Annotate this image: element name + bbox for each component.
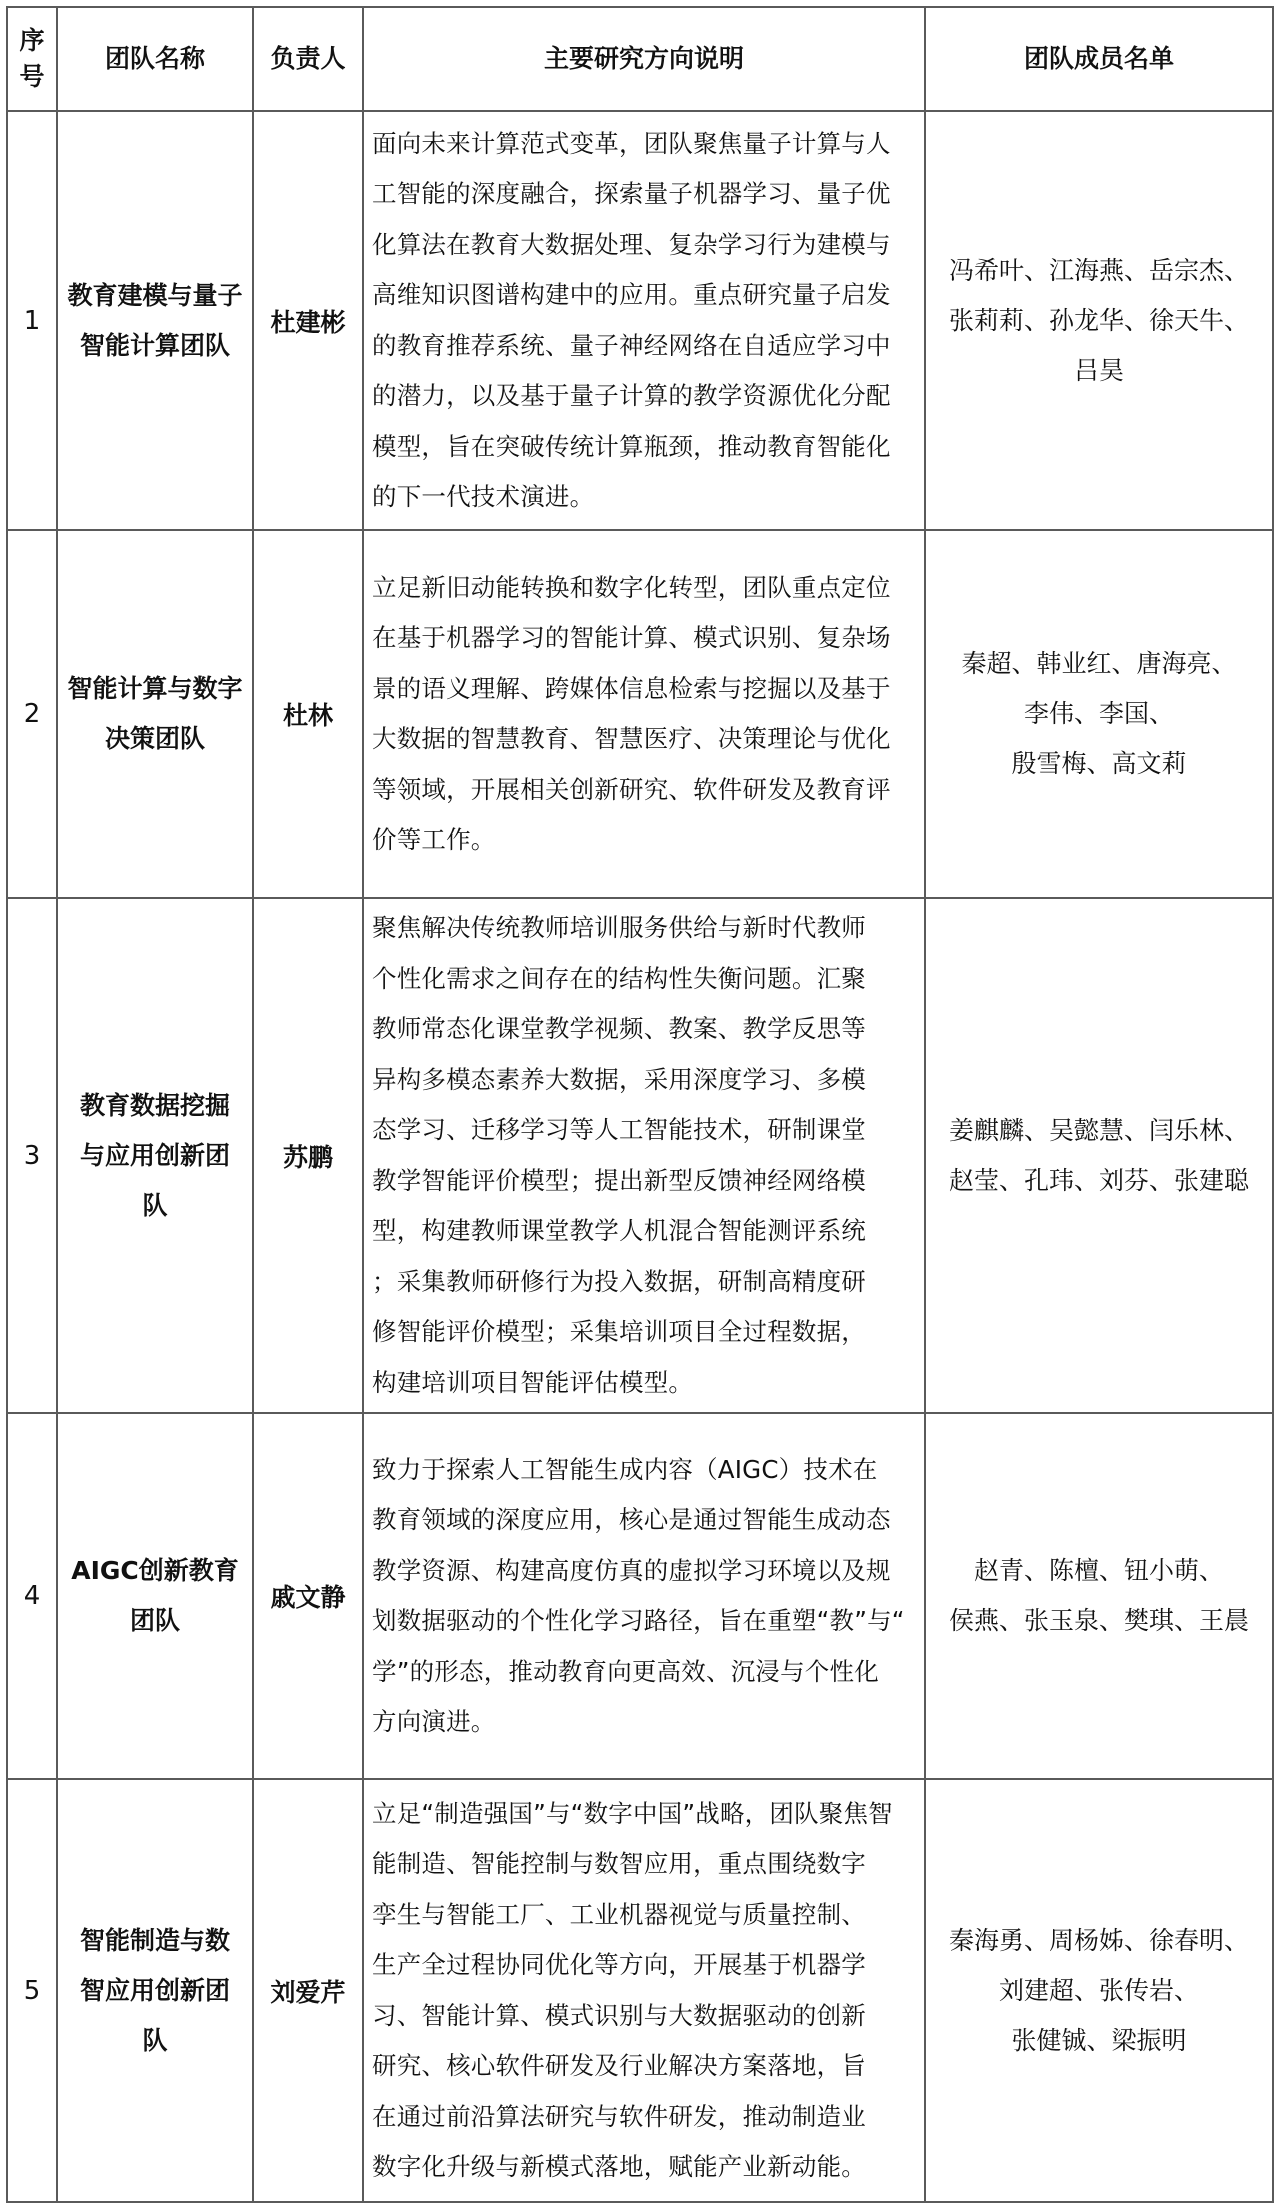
research-description-line: 在通过前沿算法研究与软件研发，推动制造业: [372, 2101, 866, 2131]
research-description-line: 的潜力，以及基于量子计算的教学资源优化分配: [372, 381, 891, 410]
members-line: 刘建超、张传岩、: [998, 1975, 1199, 2005]
members-cell: [925, 530, 1273, 898]
leader-cell: 杜林: [253, 530, 363, 898]
members-cell: [925, 898, 1273, 1413]
leader-cell: 苏鹏: [253, 898, 363, 1413]
header-research: 主要研究方向说明: [363, 7, 925, 111]
research-description-line: 面向未来计算范式变革，团队聚焦量子计算与人: [372, 128, 891, 158]
research-description-cell: [363, 1413, 925, 1779]
leader-cell: 杜建彬: [253, 111, 363, 530]
research-description-line: 在基于机器学习的智能计算、模式识别、复杂场: [372, 623, 891, 652]
research-description-line: 化算法在教育大数据处理、复杂学习行为建模与: [372, 229, 891, 259]
header-index-top: 序: [19, 26, 45, 55]
team-name-line: 与应用创新团: [79, 1140, 230, 1170]
members-cell: [925, 1413, 1273, 1779]
research-description-line: 大数据的智慧教育、智慧医疗、决策理论与优化: [372, 724, 891, 753]
research-description-line: 能制造、智能控制与数智应用，重点围绕数字: [372, 1849, 866, 1878]
table-row: [7, 530, 1273, 898]
row-index: 1: [7, 111, 57, 530]
row-index: 3: [7, 898, 57, 1413]
research-description-cell: [363, 1779, 925, 2202]
header-row: [7, 7, 1273, 111]
research-description-line: 异构多模态素养大数据，采用深度学习、多模: [372, 1064, 866, 1094]
row-index: 4: [7, 1413, 57, 1779]
table-row: [7, 1779, 1273, 2202]
team-name-line: 决策团队: [104, 724, 205, 753]
research-description-line: 的下一代技术演进。: [372, 482, 595, 511]
members-line: 李伟、李国、: [1023, 699, 1174, 728]
research-description-line: 的教育推荐系统、量子神经网络在自适应学习中: [372, 330, 891, 360]
research-description-line: 景的语义理解、跨媒体信息检索与挖掘以及基于: [372, 673, 891, 703]
research-description-cell: [363, 111, 925, 530]
members-line: 秦超、韩业红、唐海亮、: [961, 649, 1237, 678]
team-name-line: 队: [142, 1190, 168, 1220]
research-description-line: 立足新旧动能转换和数字化转型，团队重点定位: [372, 572, 891, 602]
team-name-line: 队: [142, 2025, 168, 2055]
members-line: 冯希叶、江海燕、岳宗杰、: [948, 255, 1249, 285]
header-index: [7, 7, 57, 111]
table-row: [7, 111, 1273, 530]
research-description-line: 教师常态化课堂教学视频、教案、教学反思等: [372, 1014, 866, 1043]
research-description-line: 教育领域的深度应用，核心是通过智能生成动态: [372, 1505, 891, 1534]
members-cell: [925, 1779, 1273, 2202]
research-description-line: 个性化需求之间存在的结构性失衡问题。汇聚: [372, 963, 866, 993]
research-description-line: 习、智能计算、模式识别与大数据驱动的创新: [372, 2000, 866, 2030]
table-row: [7, 1413, 1273, 1779]
table-row: [7, 898, 1273, 1413]
header-members: 团队成员名单: [925, 7, 1273, 111]
team-name-line: 智能制造与数: [79, 1925, 230, 1955]
header-team-name: 团队名称: [57, 7, 253, 111]
research-description-line: 构建培训项目智能评估模型。: [372, 1367, 694, 1397]
members-line: 侯燕、张玉泉、樊琪、王晨: [948, 1606, 1249, 1635]
research-description-line: 教学资源、构建高度仿真的虚拟学习环境以及规: [372, 1555, 891, 1585]
team-name-line: 团队: [129, 1606, 180, 1635]
members-line: 吕昊: [1073, 355, 1124, 385]
research-description-cell: [363, 530, 925, 898]
research-description-line: 数字化升级与新模式落地，赋能产业新动能。: [372, 2152, 866, 2181]
leader-cell: 刘爱芹: [253, 1779, 363, 2202]
research-description-line: 方向演进。: [372, 1707, 496, 1736]
research-description-line: 型，构建教师课堂教学人机混合智能测评系统: [372, 1216, 866, 1245]
research-description-line: 聚焦解决传统教师培训服务供给与新时代教师: [372, 913, 866, 942]
research-description-line: 致力于探索人工智能生成内容（AIGC）技术在: [372, 1454, 878, 1484]
members-line: 秦海勇、周杨姊、徐春明、: [948, 1925, 1249, 1955]
research-description-line: 教学智能评价模型；提出新型反馈神经网络模: [372, 1165, 866, 1195]
members-line: 张莉莉、孙龙华、徐天牛、: [948, 305, 1249, 335]
members-line: 赵莹、孔玮、刘芬、张建聪: [948, 1165, 1249, 1195]
header-index-bottom: 号: [19, 62, 45, 91]
research-description-line: 高维知识图谱构建中的应用。重点研究量子启发: [372, 280, 891, 309]
team-name-cell: [57, 1413, 253, 1779]
research-description-line: 工智能的深度融合，探索量子机器学习、量子优: [372, 179, 891, 208]
header-leader: 负责人: [253, 7, 363, 111]
research-description-line: 划数据驱动的个性化学习路径，旨在重塑“教”与“: [372, 1606, 905, 1635]
team-name-line: 教育建模与量子: [67, 280, 243, 310]
team-name-line: AIGC创新教育: [71, 1556, 239, 1585]
research-description-cell: [363, 898, 925, 1413]
research-description-line: ；采集教师研修行为投入数据，研制高精度研: [372, 1266, 866, 1296]
research-description-line: 研究、核心软件研发及行业解决方案落地，旨: [372, 2051, 866, 2080]
table-header: [7, 7, 1273, 111]
members-line: 张健铖、梁振明: [1011, 2025, 1187, 2055]
research-description-line: 价等工作。: [372, 825, 496, 854]
research-teams-table: [6, 6, 1274, 2203]
team-name-cell: [57, 530, 253, 898]
members-line: 殷雪梅、高文莉: [1011, 749, 1187, 778]
research-description-line: 修智能评价模型；采集培训项目全过程数据，: [372, 1317, 866, 1346]
row-index: 5: [7, 1779, 57, 2202]
members-cell: [925, 111, 1273, 530]
row-index: 2: [7, 530, 57, 898]
research-description-line: 立足“制造强国”与“数字中国”战略，团队聚焦智: [372, 1798, 893, 1828]
team-name-line: 智能计算团队: [79, 330, 230, 360]
team-name-cell: [57, 1779, 253, 2202]
team-name-line: 智能计算与数字: [67, 674, 243, 703]
research-description-line: 学”的形态，推动教育向更高效、沉浸与个性化: [372, 1656, 879, 1686]
members-line: 赵青、陈檀、钮小萌、: [973, 1556, 1224, 1585]
research-description-line: 态学习、迁移学习等人工智能技术，研制课堂: [372, 1115, 866, 1144]
table-body: [7, 111, 1273, 2202]
team-name-line: 智应用创新团: [79, 1975, 230, 2005]
team-name-line: 教育数据挖掘: [79, 1090, 230, 1120]
members-line: 姜麒麟、吴懿慧、闫乐林、: [948, 1115, 1249, 1145]
research-description-line: 等领域，开展相关创新研究、软件研发及教育评: [372, 774, 891, 804]
research-description-line: 生产全过程协同优化等方向，开展基于机器学: [372, 1950, 866, 1979]
research-description-line: 模型，旨在突破传统计算瓶颈，推动教育智能化: [372, 431, 891, 461]
leader-cell: 戚文静: [253, 1413, 363, 1779]
research-description-line: 孪生与智能工厂、工业机器视觉与质量控制、: [372, 1899, 866, 1929]
team-name-cell: [57, 111, 253, 530]
team-name-cell: [57, 898, 253, 1413]
